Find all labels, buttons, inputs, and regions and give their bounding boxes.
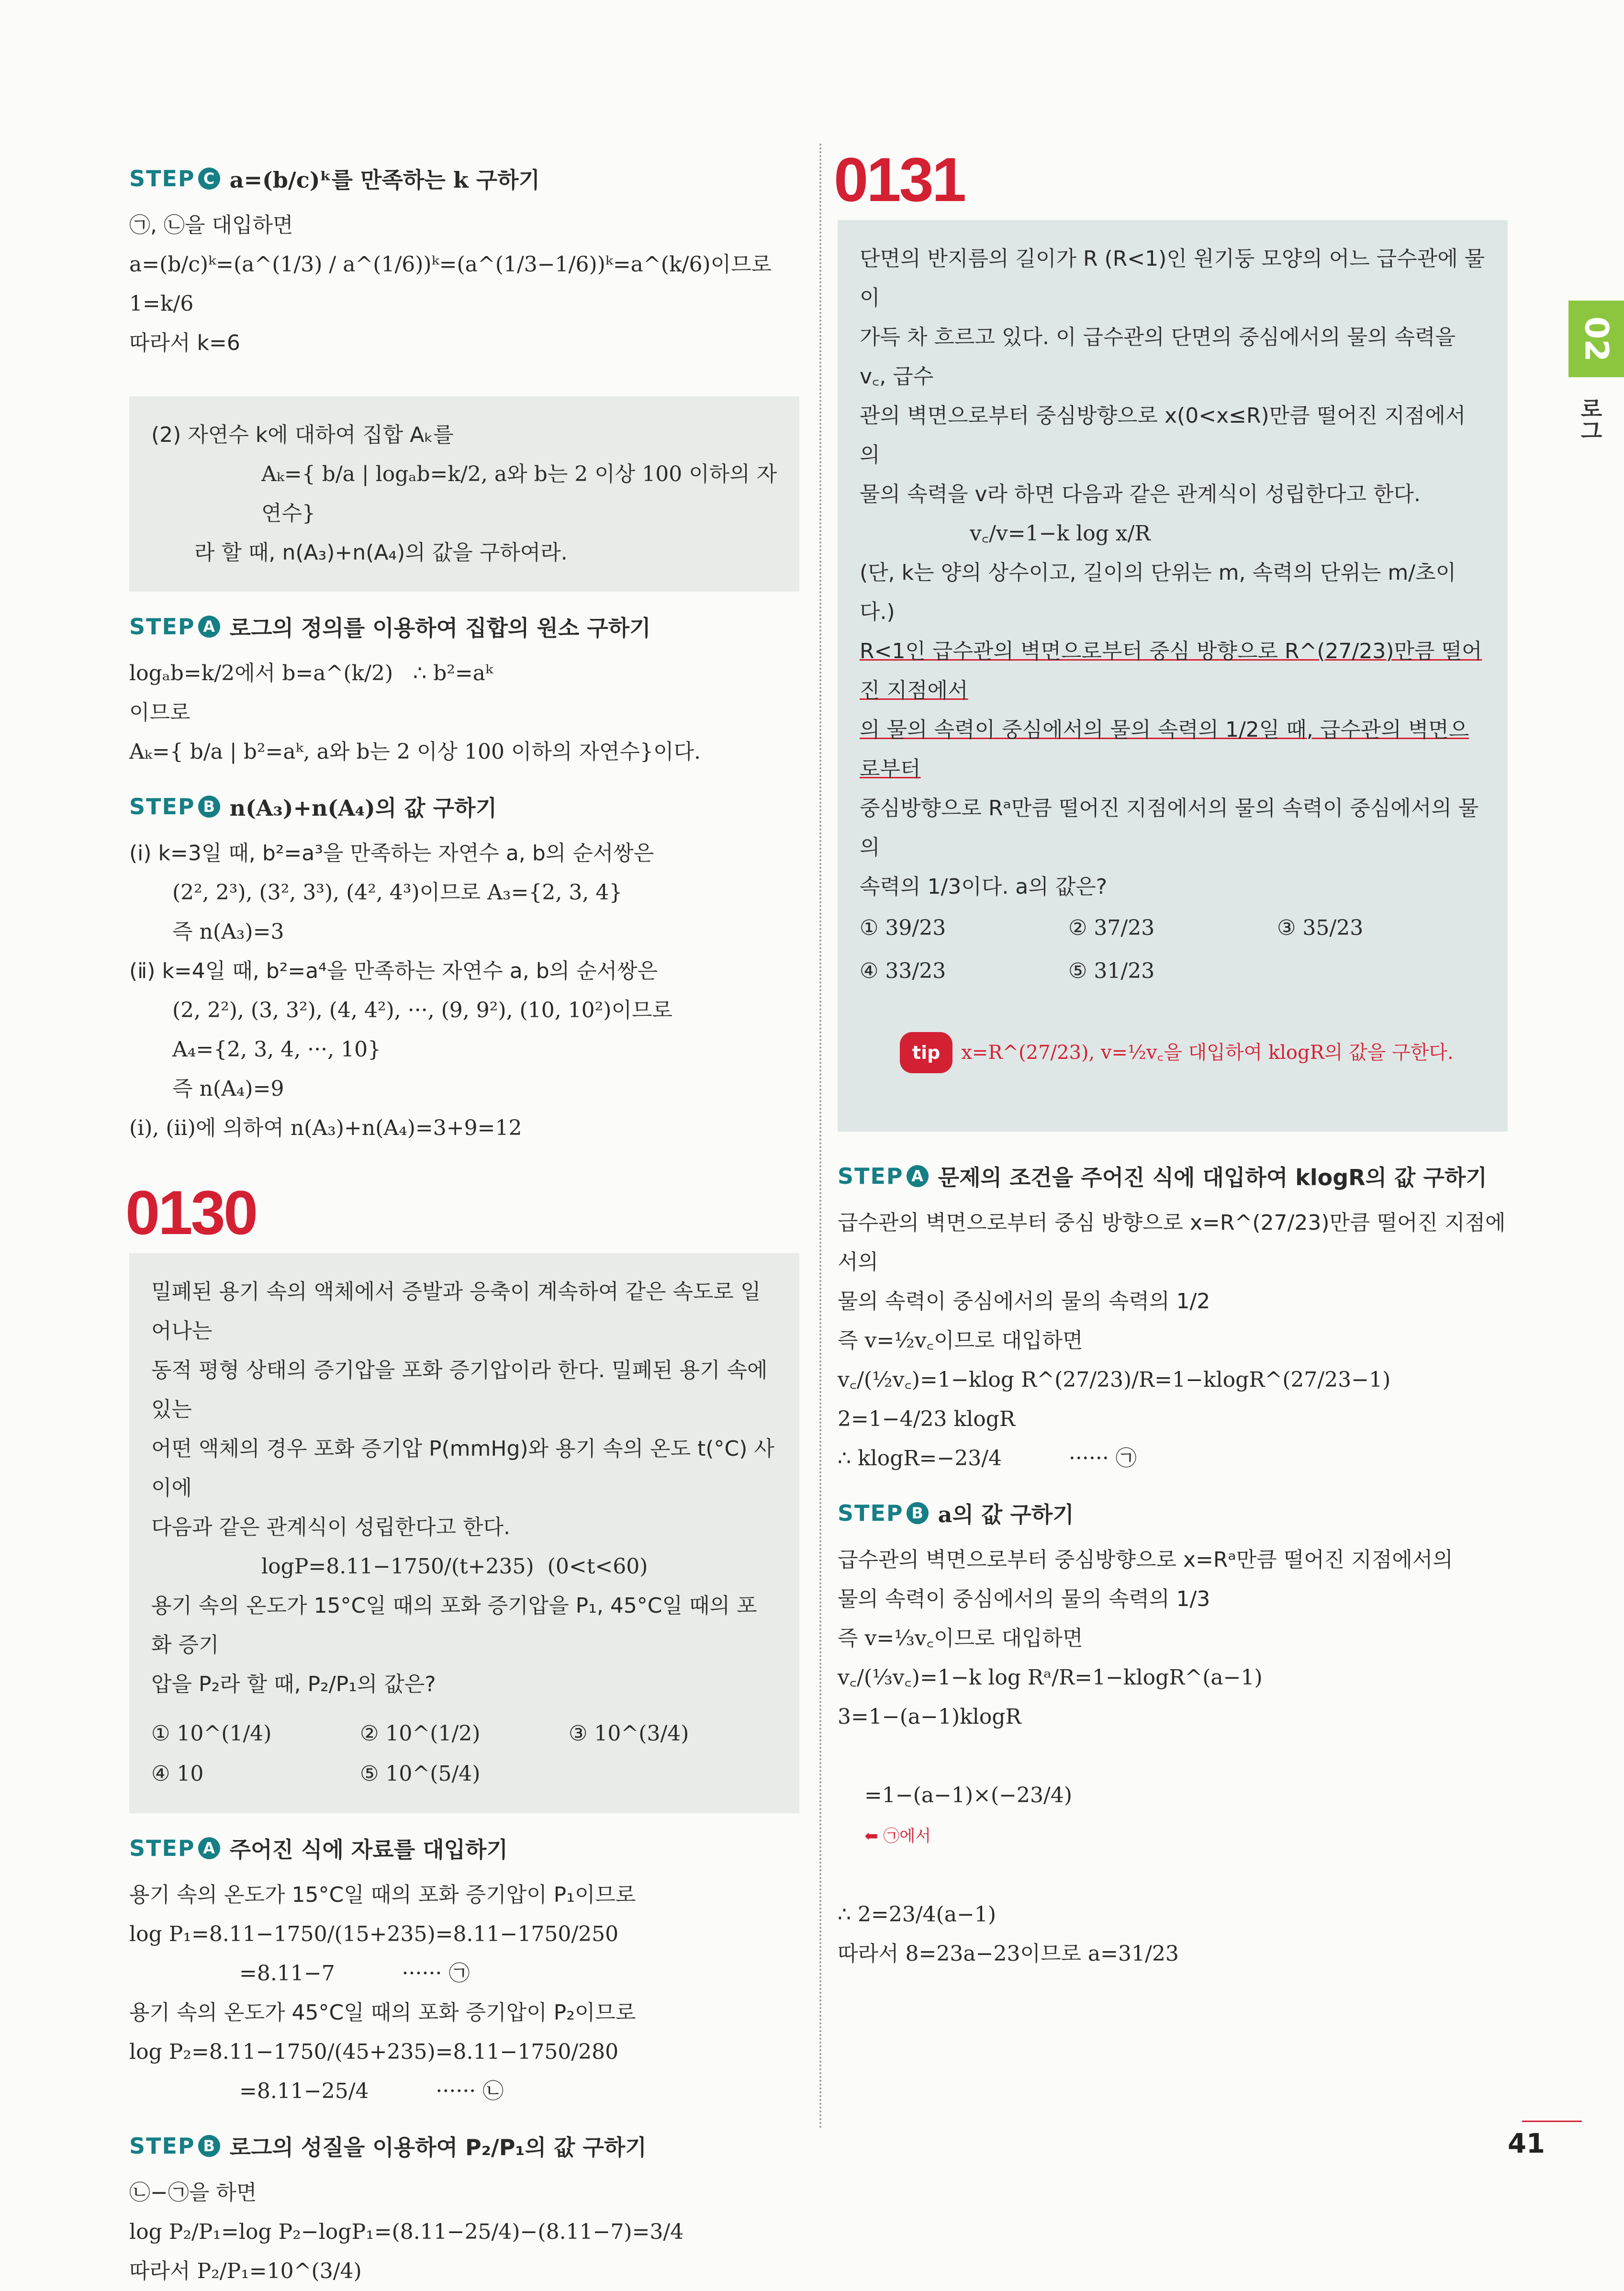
solution-line: v꜀/(½v꜀)=1−klog R^(27/23)/R=1−klogR^(27/23−1) [838, 1368, 1391, 1392]
step-tag: STEP [129, 1835, 195, 1861]
chapter-name: 로그 [1577, 397, 1603, 441]
left-column [125, 144, 799, 2291]
right-column [834, 144, 1508, 1974]
solution-line: (ⅰ) k=3일 때, b²=a³을 만족하는 자연수 a, b의 순서쌍은 [129, 841, 654, 865]
answer-choices [151, 1714, 777, 1794]
step-title: n(A₃)+n(A₄)의 값 구하기 [229, 795, 497, 821]
problem-line: 속력의 1/3이다. a의 값은? [860, 875, 1108, 899]
solution-line: ㉠, ㉡을 대입하면 [129, 213, 293, 237]
solution-line: 급수관의 벽면으로부터 중심방향으로 x=Rᵃ만큼 떨어진 지점에서의 [838, 1548, 1453, 1572]
problem-line: 압을 P₂라 할 때, P₂/P₁의 값은? [151, 1672, 436, 1696]
chapter-number: 02 [1577, 316, 1615, 362]
solution-line: ∴ klogR=−23/4 ······ ㉠ [838, 1446, 1137, 1471]
step-title: 주어진 식에 자료를 대입하기 [229, 1837, 508, 1863]
problem-number: 0131 [834, 145, 965, 214]
step-tag: STEP [129, 166, 195, 191]
solution-line [838, 1737, 1508, 1895]
problem-number: 0130 [125, 1178, 257, 1247]
choice-1[interactable]: ① 39/23 [860, 916, 946, 940]
solution-line: (2², 2³), (3², 3³), (4², 4³)이므로 A₃={2, 3, 4} [172, 880, 623, 905]
solution-line: v꜀/(⅓v꜀)=1−k log Rᵃ/R=1−klogR^(a−1) [838, 1665, 1263, 1690]
problem-line: 가득 차 흐르고 있다. 이 급수관의 단면의 중심에서의 물의 속력을 v꜀, 급수 [860, 325, 1462, 389]
problem-line: 관의 벽면으로부터 중심방향으로 x(0<x≤R)만큼 떨어진 지점에서의 [860, 404, 1466, 467]
step-header [129, 163, 799, 194]
step-title: 로그의 성질을 이용하여 P₂/P₁의 값 구하기 [229, 2134, 647, 2160]
sub-problem-box [129, 396, 799, 592]
choice-4[interactable]: ④ 10 [151, 1762, 204, 1786]
problem-line: 동적 평형 상태의 증기압을 포화 증기압이라 한다. 밀폐된 용기 속에 있는 [151, 1358, 774, 1422]
choice-2[interactable]: ② 37/23 [1068, 916, 1155, 940]
step-header [129, 791, 799, 822]
solution-text: =1−(a−1)×(−23/4) [864, 1783, 1072, 1808]
step-title: a=(b/c)ᵏ를 만족하는 k 구하기 [229, 167, 540, 193]
problem-line: 단면의 반지름의 길이가 R (R<1)인 원기둥 모양의 어느 급수관에 물이 [860, 247, 1485, 310]
choice-1[interactable]: ① 10^(1/4) [151, 1721, 272, 1746]
solution-line: =8.11−25/4 ······ ㉡ [239, 2079, 504, 2103]
tip-text: x=R^(27/23), v=½v꜀을 대입하여 klogR의 값을 구한다. [961, 1042, 1454, 1064]
step-tag: STEP [129, 614, 195, 640]
tip-badge: tip [900, 1032, 952, 1073]
problem-line: 어떤 액체의 경우 포화 증기압 P(mmHg)와 용기 속의 온도 t(°C) 사이에 [151, 1437, 774, 1500]
problem-line: 라 할 때, n(A₃)+n(A₄)의 값을 구하여라. [194, 540, 568, 565]
problem-line: 중심방향으로 Rᵃ만큼 떨어진 지점에서의 물의 속력이 중심에서의 물의 [860, 796, 1479, 860]
step-header [129, 611, 799, 642]
solution-line: 3=1−(a−1)klogR [838, 1705, 1021, 1729]
step-letter: A [198, 616, 220, 638]
step-tag: STEP [129, 2133, 195, 2159]
choice-5[interactable]: ⑤ 31/23 [1068, 959, 1155, 983]
problem-formula: v꜀/v=1−k log x/R [970, 521, 1151, 546]
step-letter: A [907, 1165, 929, 1187]
problem-line: 물의 속력을 v라 하면 다음과 같은 관계식이 성립한다고 한다. [860, 482, 1421, 506]
problem-line: R<1인 급수관의 벽면으로부터 중심 방향으로 R^(27/23)만큼 떨어진 지점에서 [860, 639, 1482, 703]
solution-line: (ⅰ), (ⅱ)에 의하여 n(A₃)+n(A₄)=3+9=12 [129, 1116, 522, 1140]
solution-line: 즉 v=½v꜀이므로 대입하면 [838, 1328, 1083, 1353]
page-number: 41 [1508, 2128, 1545, 2159]
problem-line: 다음과 같은 관계식이 성립한다고 한다. [151, 1515, 510, 1539]
problem-line: (2) 자연수 k에 대하여 집합 Aₖ를 [151, 423, 454, 447]
chapter-tab [1568, 301, 1624, 377]
step-tag: STEP [838, 1500, 904, 1526]
step-header [838, 1160, 1508, 1192]
step-tag: STEP [838, 1163, 904, 1189]
solution-line: 용기 속의 온도가 15°C일 때의 포화 증기압이 P₁이므로 [129, 1883, 636, 1907]
solution-line: 이므로 [129, 700, 190, 725]
solution-line: 급수관의 벽면으로부터 중심 방향으로 x=R^(27/23)만큼 떨어진 지점에서의 [838, 1211, 1506, 1274]
step-header [129, 2130, 799, 2162]
choice-4[interactable]: ④ 33/23 [860, 959, 946, 983]
step-header [838, 1497, 1508, 1529]
solution-line: log P₂/P₁=log P₂−logP₁=(8.11−25/4)−(8.11−7)=3/4 [129, 2220, 684, 2244]
problem-line: Aₖ={ b/a | logₐb=k/2, a와 b는 2 이상 100 이하의 자연수} [261, 462, 777, 526]
problem-line: 용기 속의 온도가 15°C일 때의 포화 증기압을 P₁, 45°C일 때의 포화 증기 [151, 1594, 757, 1657]
solution-line: 즉 v=⅓v꜀이므로 대입하면 [838, 1626, 1083, 1651]
choice-3[interactable]: ③ 35/23 [1277, 916, 1364, 940]
step-letter: B [198, 796, 220, 818]
step-tag: STEP [129, 794, 195, 820]
step-letter: B [907, 1502, 929, 1524]
solution-line: Aₖ={ b/a | b²=aᵏ, a와 b는 2 이상 100 이하의 자연수}이다. [129, 740, 701, 764]
problem-line: 의 물의 속력이 중심에서의 물의 속력의 1/2일 때, 급수관의 벽면으로부터 [860, 718, 1469, 781]
column-divider [819, 144, 821, 2130]
step-letter: A [198, 1837, 220, 1859]
solution-line: 물의 속력이 중심에서의 물의 속력의 1/2 [838, 1289, 1210, 1314]
solution-line: log P₁=8.11−1750/(15+235)=8.11−1750/250 [129, 1922, 619, 1946]
step-letter: B [198, 2135, 220, 2157]
choice-3[interactable]: ③ 10^(3/4) [569, 1721, 689, 1746]
solution-line: log P₂=8.11−1750/(45+235)=8.11−1750/280 [129, 2040, 619, 2064]
step-header [129, 1832, 799, 1864]
solution-line: =8.11−7 ······ ㉠ [239, 1961, 470, 1986]
problem-box [129, 1253, 799, 1813]
choice-5[interactable]: ⑤ 10^(5/4) [360, 1762, 481, 1786]
problem-line: 밀폐된 용기 속의 액체에서 증발과 응축이 계속하여 같은 속도로 일어나는 [151, 1280, 761, 1343]
solution-line: ∴ 2=23/4(a−1) [838, 1902, 997, 1927]
step-title: 로그의 정의를 이용하여 집합의 원소 구하기 [229, 615, 651, 641]
solution-line: (2, 2²), (3, 3²), (4, 4²), ···, (9, 9²), (10, 10²)이므로 [172, 998, 672, 1022]
step-letter: C [198, 168, 220, 190]
solution-line: a=(b/c)ᵏ=(a^(1/3) / a^(1/6))ᵏ=(a^(1/3−1/6))ᵏ=a^(k/6)이므로 1=k/6 [129, 252, 779, 316]
solution-line: logₐb=k/2에서 b=a^(k/2) ∴ b²=aᵏ [129, 661, 493, 685]
solution-line: ㉡−㉠을 하면 [129, 2180, 257, 2205]
step-title: a의 값 구하기 [938, 1502, 1074, 1527]
tip-row [860, 993, 1486, 1112]
solution-line: 즉 n(A₄)=9 [172, 1077, 284, 1101]
problem-line: (단, k는 양의 상수이고, 길이의 단위는 m, 속력의 단위는 m/초이다.) [860, 561, 1456, 624]
choice-2[interactable]: ② 10^(1/2) [360, 1721, 481, 1746]
solution-line: 따라서 8=23a−23이므로 a=31/23 [838, 1942, 1179, 1966]
problem-formula: logP=8.11−1750/(t+235) (0<t<60) [261, 1554, 648, 1579]
reference-note: ⬅ ㉠에서 [864, 1827, 931, 1846]
page-number-rule [1522, 2121, 1582, 2122]
solution-line: A₄={2, 3, 4, ···, 10} [172, 1037, 381, 1062]
solution-line: (ⅱ) k=4일 때, b²=a⁴을 만족하는 자연수 a, b의 순서쌍은 [129, 959, 658, 983]
solution-line: 물의 속력이 중심에서의 물의 속력의 1/3 [838, 1587, 1210, 1611]
answer-choices [860, 907, 1486, 993]
solution-line: 따라서 k=6 [129, 331, 240, 355]
solution-line: 용기 속의 온도가 45°C일 때의 포화 증기압이 P₂이므로 [129, 2000, 636, 2025]
solution-line: 즉 n(A₃)=3 [172, 920, 284, 944]
solution-line: 2=1−4/23 klogR [838, 1407, 1016, 1431]
problem-box [838, 220, 1508, 1132]
solution-line: 따라서 P₂/P₁=10^(3/4) [129, 2259, 362, 2283]
step-title: 문제의 조건을 주어진 식에 대입하여 klogR의 값 구하기 [938, 1165, 1487, 1190]
